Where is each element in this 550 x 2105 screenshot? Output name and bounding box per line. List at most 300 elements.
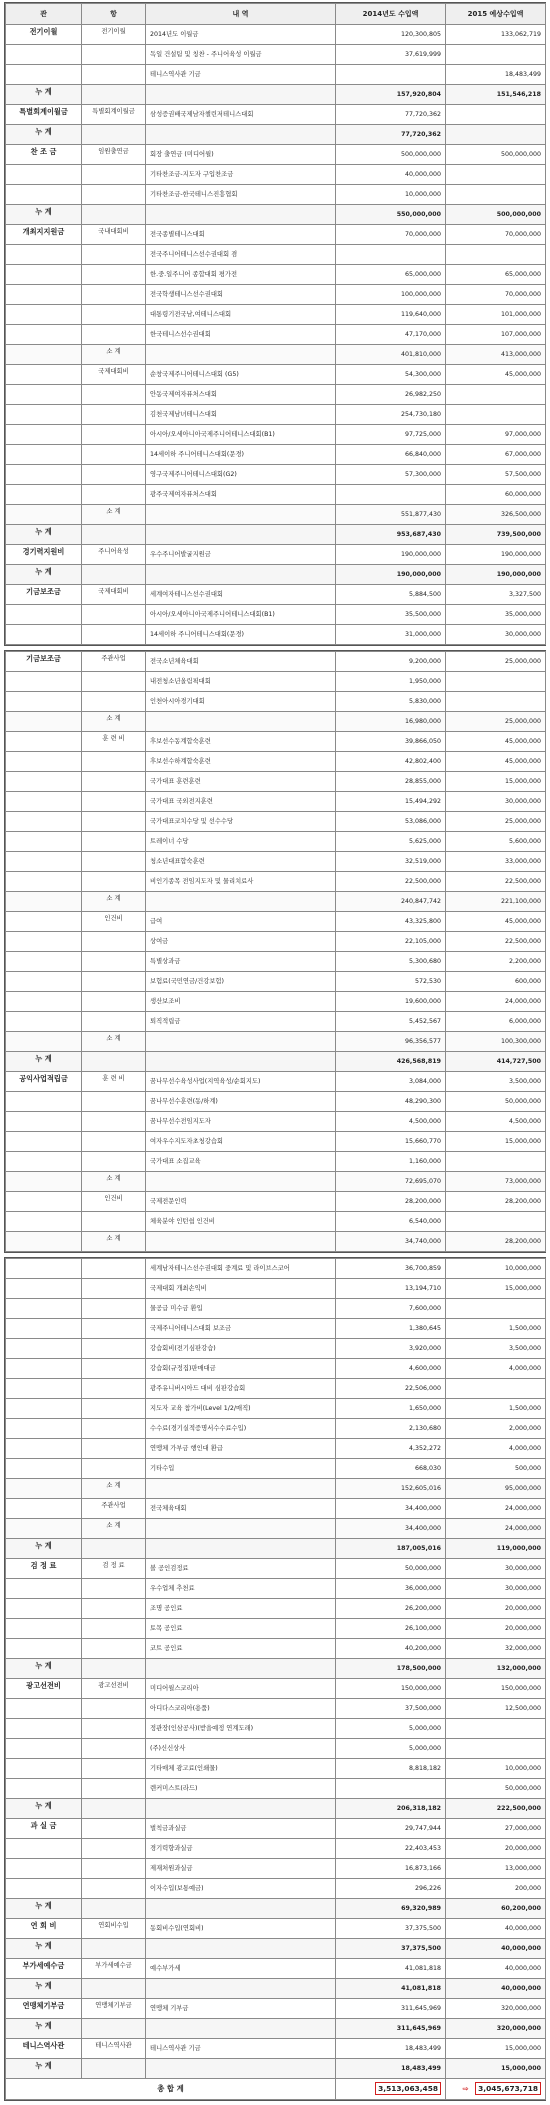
cell-hang — [82, 1379, 146, 1399]
cell-desc — [146, 1172, 336, 1192]
cell-2014: 97,725,000 — [336, 425, 446, 445]
cell-2014: 18,483,499 — [336, 2059, 446, 2079]
cell-desc — [146, 1539, 336, 1559]
cell-2014: 37,375,500 — [336, 1939, 446, 1959]
table-row — [6, 485, 546, 505]
cell-gwan — [6, 65, 82, 85]
cell-2015: 1,500,000 — [446, 1399, 546, 1419]
cell-2014: 426,568,819 — [336, 1052, 446, 1072]
cell-desc: 상여금 — [146, 932, 336, 952]
cell-2014: 26,982,250 — [336, 385, 446, 405]
cell-gwan: 누 계 — [6, 2019, 82, 2039]
total-row — [6, 2019, 546, 2039]
cell-gwan — [6, 1739, 82, 1759]
cell-desc — [146, 1519, 336, 1539]
cell-hang: 인건비 — [82, 1192, 146, 1212]
header-desc: 내 역 — [146, 4, 336, 25]
cell-2014: 35,500,000 — [336, 605, 446, 625]
cell-gwan — [6, 1032, 82, 1052]
cell-hang — [82, 1212, 146, 1232]
table-row — [6, 1499, 546, 1519]
cell-desc: 경기력향과실금 — [146, 1839, 336, 1859]
cell-desc: 독일 건설팀 및 칭찬 - 주니어육성 이월금 — [146, 45, 336, 65]
cell-desc: (주)신신상사 — [146, 1739, 336, 1759]
cell-gwan — [6, 972, 82, 992]
cell-2014: 5,625,000 — [336, 832, 446, 852]
total-row — [6, 1899, 546, 1919]
cell-desc: 동회비수입(연회비) — [146, 1919, 336, 1939]
cell-2015: 6,000,000 — [446, 1012, 546, 1032]
cell-hang: 소 계 — [82, 1479, 146, 1499]
cell-2014: 28,855,000 — [336, 772, 446, 792]
cell-2014: 190,000,000 — [336, 565, 446, 585]
cell-gwan — [6, 185, 82, 205]
cell-2014: 1,160,000 — [336, 1152, 446, 1172]
cell-2014: 401,810,000 — [336, 345, 446, 365]
cell-gwan — [6, 912, 82, 932]
cell-desc: 안동국제여자퓨처스대회 — [146, 385, 336, 405]
table-row — [6, 1299, 546, 1319]
cell-hang — [82, 45, 146, 65]
cell-hang — [82, 1939, 146, 1959]
cell-hang — [82, 1092, 146, 1112]
cell-2015: 1,500,000 — [446, 1319, 546, 1339]
cell-desc: 수수료(경기실적증명서수수료수입) — [146, 1419, 336, 1439]
cell-2014: 31,000,000 — [336, 625, 446, 645]
cell-desc: 한국테니스선수권대회 — [146, 325, 336, 345]
cell-2014 — [336, 245, 446, 265]
cell-2015: 133,062,719 — [446, 25, 546, 45]
cell-desc: 2014년도 이월금 — [146, 25, 336, 45]
cell-desc — [146, 505, 336, 525]
cell-2014: 70,000,000 — [336, 225, 446, 245]
cell-desc: 이자수입(보통예금) — [146, 1879, 336, 1899]
cell-desc: 대통령기전국남,여테니스대회 — [146, 305, 336, 325]
cell-gwan: 검 정 료 — [6, 1559, 82, 1579]
table-row — [6, 1879, 546, 1899]
cell-hang — [82, 1012, 146, 1032]
cell-gwan — [6, 305, 82, 325]
cell-2015: 200,000 — [446, 1879, 546, 1899]
cell-2014: 500,000,000 — [336, 145, 446, 165]
cell-desc: 예수부가세 — [146, 1959, 336, 1979]
cell-2015: 24,000,000 — [446, 1519, 546, 1539]
cell-hang — [82, 1639, 146, 1659]
cell-2015: 500,000,000 — [446, 205, 546, 225]
cell-gwan — [6, 1419, 82, 1439]
cell-desc: 국가대표 국외전지훈련 — [146, 792, 336, 812]
grand-total-2014 — [336, 2079, 446, 2100]
cell-gwan: 누 계 — [6, 125, 82, 145]
subtotal-row — [6, 1519, 546, 1539]
cell-desc: 벌칙금과실금 — [146, 1819, 336, 1839]
cell-hang — [82, 1259, 146, 1279]
cell-2014: 26,100,000 — [336, 1619, 446, 1639]
cell-2014: 4,500,000 — [336, 1112, 446, 1132]
cell-gwan — [6, 1132, 82, 1152]
cell-2014: 5,830,000 — [336, 692, 446, 712]
cell-gwan — [6, 325, 82, 345]
cell-desc: 생산보조비 — [146, 992, 336, 1012]
cell-2015: 414,727,500 — [446, 1052, 546, 1072]
cell-2014: 10,000,000 — [336, 185, 446, 205]
cell-desc: 아시아/오세아니아국제주니어테니스대회(B1) — [146, 605, 336, 625]
cell-hang — [82, 952, 146, 972]
cell-2015: 30,000,000 — [446, 792, 546, 812]
cell-2014: 1,950,000 — [336, 672, 446, 692]
cell-gwan — [6, 872, 82, 892]
cell-desc: 꿈나무선수전임지도자 — [146, 1112, 336, 1132]
table-body-1 — [6, 25, 546, 645]
table-row — [6, 1072, 546, 1092]
cell-desc: 특별상과금 — [146, 952, 336, 972]
table-header-row — [6, 4, 546, 25]
cell-2015: 222,500,000 — [446, 1799, 546, 1819]
cell-hang — [82, 692, 146, 712]
table-row — [6, 1619, 546, 1639]
cell-hang — [82, 832, 146, 852]
cell-gwan — [6, 625, 82, 645]
cell-hang: 검 정 료 — [82, 1559, 146, 1579]
cell-2015: 28,200,000 — [446, 1232, 546, 1252]
table-row — [6, 1779, 546, 1799]
cell-2015: 320,000,000 — [446, 1999, 546, 2019]
cell-gwan — [6, 385, 82, 405]
cell-hang: 훈 련 비 — [82, 732, 146, 752]
table-row — [6, 832, 546, 852]
cell-2015: 25,000,000 — [446, 652, 546, 672]
table-row — [6, 1152, 546, 1172]
cell-2014: 37,375,500 — [336, 1919, 446, 1939]
cell-2014: 5,000,000 — [336, 1719, 446, 1739]
cell-2014: 6,540,000 — [336, 1212, 446, 1232]
cell-hang — [82, 2059, 146, 2079]
table-row — [6, 1639, 546, 1659]
cell-2015: 25,000,000 — [446, 712, 546, 732]
cell-2015: 2,000,000 — [446, 1419, 546, 1439]
cell-gwan — [6, 425, 82, 445]
cell-2014: 953,687,430 — [336, 525, 446, 545]
cell-desc: 기타매체 광고료(인쇄물) — [146, 1759, 336, 1779]
cell-2014: 16,873,166 — [336, 1859, 446, 1879]
cell-desc: 트레이너 수당 — [146, 832, 336, 852]
budget-table-2 — [5, 651, 546, 1252]
cell-gwan: 기금보조금 — [6, 652, 82, 672]
cell-hang — [82, 325, 146, 345]
cell-desc: 테니스역사관 기금 — [146, 65, 336, 85]
table-row — [6, 1012, 546, 1032]
cell-2015: 13,000,000 — [446, 1859, 546, 1879]
cell-hang — [82, 852, 146, 872]
cell-gwan — [6, 1152, 82, 1172]
table-row — [6, 305, 546, 325]
subtotal-row — [6, 1232, 546, 1252]
cell-gwan — [6, 1579, 82, 1599]
table-row — [6, 165, 546, 185]
cell-2014: 22,105,000 — [336, 932, 446, 952]
cell-gwan — [6, 1279, 82, 1299]
cell-desc — [146, 1799, 336, 1819]
cell-desc: 국가대표 훈련훈련 — [146, 772, 336, 792]
cell-desc: 기타수입 — [146, 1459, 336, 1479]
cell-gwan: 연 회 비 — [6, 1919, 82, 1939]
cell-desc — [146, 1479, 336, 1499]
cell-2015 — [446, 385, 546, 405]
cell-hang — [82, 125, 146, 145]
cell-desc: 후보선수하계합숙훈련 — [146, 752, 336, 772]
cell-2015 — [446, 672, 546, 692]
table-row — [6, 1959, 546, 1979]
cell-2014: 57,300,000 — [336, 465, 446, 485]
cell-hang: 인건비 — [82, 912, 146, 932]
cell-2014: 5,884,500 — [336, 585, 446, 605]
cell-2014: 41,081,818 — [336, 1959, 446, 1979]
cell-2015: 28,200,000 — [446, 1192, 546, 1212]
cell-hang — [82, 1799, 146, 1819]
cell-gwan — [6, 45, 82, 65]
table-row — [6, 1559, 546, 1579]
cell-hang: 소 계 — [82, 892, 146, 912]
cell-hang: 소 계 — [82, 1032, 146, 1052]
table-row — [6, 1132, 546, 1152]
table-row — [6, 1419, 546, 1439]
table-row — [6, 285, 546, 305]
cell-desc: 보험료(국민연금/건강보험) — [146, 972, 336, 992]
cell-desc: 인천아시아경기대회 — [146, 692, 336, 712]
grand-total-2015 — [446, 2079, 546, 2100]
cell-desc: 제재처원과실금 — [146, 1859, 336, 1879]
cell-gwan — [6, 792, 82, 812]
cell-hang — [82, 972, 146, 992]
cell-hang — [82, 1299, 146, 1319]
cell-hang: 주관사업 — [82, 652, 146, 672]
cell-2015: 4,000,000 — [446, 1439, 546, 1459]
cell-desc: 전국주니어테니스선수권대회 겸 — [146, 245, 336, 265]
cell-desc: 세계남자테니스선수권대회 중계료 및 라이브스코어 — [146, 1259, 336, 1279]
cell-desc: 전국체육대회 — [146, 1499, 336, 1519]
table-row — [6, 2039, 546, 2059]
cell-hang — [82, 1539, 146, 1559]
cell-hang — [82, 872, 146, 892]
cell-hang — [82, 812, 146, 832]
cell-gwan — [6, 932, 82, 952]
cell-2015: 32,000,000 — [446, 1639, 546, 1659]
cell-gwan: 누 계 — [6, 85, 82, 105]
cell-2014: 1,380,645 — [336, 1319, 446, 1339]
table-row — [6, 1192, 546, 1212]
cell-2015: 65,000,000 — [446, 265, 546, 285]
cell-2015: 15,000,000 — [446, 2039, 546, 2059]
cell-desc — [146, 1052, 336, 1072]
cell-2015: 45,000,000 — [446, 752, 546, 772]
cell-desc: 정관장(인삼공사)(받을예정 연계도래) — [146, 1719, 336, 1739]
cell-desc: 우수주니어발굴지원금 — [146, 545, 336, 565]
cell-2015: 3,500,000 — [446, 1339, 546, 1359]
cell-desc: 조명 공인료 — [146, 1599, 336, 1619]
table-row — [6, 1379, 546, 1399]
cell-gwan — [6, 1499, 82, 1519]
cell-hang — [82, 485, 146, 505]
cell-desc: 기타찬조금-한국테니스진흥협회 — [146, 185, 336, 205]
total-row — [6, 205, 546, 225]
cell-2014: 572,530 — [336, 972, 446, 992]
cell-2014: 34,400,000 — [336, 1499, 446, 1519]
cell-hang: 임원출연금 — [82, 145, 146, 165]
cell-gwan — [6, 1319, 82, 1339]
cell-2015: 30,000,000 — [446, 1579, 546, 1599]
cell-gwan: 부가세예수금 — [6, 1959, 82, 1979]
cell-hang — [82, 265, 146, 285]
cell-hang — [82, 245, 146, 265]
cell-2015: 60,200,000 — [446, 1899, 546, 1919]
cell-gwan: 누 계 — [6, 2059, 82, 2079]
cell-2014: 178,500,000 — [336, 1659, 446, 1679]
cell-gwan — [6, 465, 82, 485]
cell-hang — [82, 1319, 146, 1339]
cell-gwan: 찬 조 금 — [6, 145, 82, 165]
cell-desc: 코트 공인료 — [146, 1639, 336, 1659]
cell-2015 — [446, 105, 546, 125]
cell-hang: 소 계 — [82, 1519, 146, 1539]
cell-desc: 국가대표코치수당 및 선수수당 — [146, 812, 336, 832]
cell-2015: 500,000 — [446, 1459, 546, 1479]
cell-desc — [146, 1979, 336, 1999]
cell-desc: 14세이하 주니어테니스대회(문경) — [146, 445, 336, 465]
table-row — [6, 1359, 546, 1379]
cell-gwan: 누 계 — [6, 525, 82, 545]
table-row — [6, 772, 546, 792]
table-row — [6, 245, 546, 265]
table-row — [6, 365, 546, 385]
cell-hang — [82, 1359, 146, 1379]
cell-gwan — [6, 672, 82, 692]
cell-2014: 39,866,050 — [336, 732, 446, 752]
cell-desc: 강습회(규정집)판매대금 — [146, 1359, 336, 1379]
cell-2014: 40,200,000 — [336, 1639, 446, 1659]
cell-2014: 551,877,430 — [336, 505, 446, 525]
cell-2015: 3,500,000 — [446, 1072, 546, 1092]
cell-2014: 3,084,000 — [336, 1072, 446, 1092]
total-row — [6, 565, 546, 585]
table-row — [6, 1739, 546, 1759]
table-row — [6, 425, 546, 445]
cell-2014: 34,740,000 — [336, 1232, 446, 1252]
cell-2015: 50,000,000 — [446, 1779, 546, 1799]
cell-hang: 주니어육성 — [82, 545, 146, 565]
cell-2015: 100,300,000 — [446, 1032, 546, 1052]
cell-2015: 22,500,000 — [446, 872, 546, 892]
cell-gwan — [6, 1379, 82, 1399]
table-row — [6, 992, 546, 1012]
cell-desc — [146, 1899, 336, 1919]
cell-2015: 50,000,000 — [446, 1092, 546, 1112]
cell-2015: 27,000,000 — [446, 1819, 546, 1839]
cell-desc: 영구국제주니어테니스대회(G2) — [146, 465, 336, 485]
cell-2015 — [446, 1739, 546, 1759]
cell-gwan: 광고선전비 — [6, 1679, 82, 1699]
cell-desc — [146, 525, 336, 545]
table-row — [6, 1579, 546, 1599]
cell-hang — [82, 1132, 146, 1152]
cell-2015: 57,500,000 — [446, 465, 546, 485]
cell-hang: 전기이월 — [82, 25, 146, 45]
subtotal-row — [6, 1172, 546, 1192]
cell-gwan — [6, 485, 82, 505]
cell-hang — [82, 165, 146, 185]
cell-desc: 렌커미스트(라드) — [146, 1779, 336, 1799]
table-row — [6, 145, 546, 165]
cell-hang: 국제대회비 — [82, 585, 146, 605]
cell-2014 — [336, 1779, 446, 1799]
cell-hang — [82, 1899, 146, 1919]
cell-hang: 테니스역사관 — [82, 2039, 146, 2059]
cell-hang — [82, 305, 146, 325]
cell-hang — [82, 445, 146, 465]
table-row — [6, 1999, 546, 2019]
cell-2014: 42,802,400 — [336, 752, 446, 772]
cell-2015: 15,000,000 — [446, 1132, 546, 1152]
cell-2014: 5,000,000 — [336, 1739, 446, 1759]
cell-2014: 43,325,800 — [336, 912, 446, 932]
cell-2014: 29,747,944 — [336, 1819, 446, 1839]
cell-2015 — [446, 165, 546, 185]
cell-2015 — [446, 405, 546, 425]
cell-2014: 190,000,000 — [336, 545, 446, 565]
cell-gwan — [6, 1259, 82, 1279]
cell-hang — [82, 1459, 146, 1479]
cell-gwan: 누 계 — [6, 565, 82, 585]
cell-hang: 연회비수입 — [82, 1919, 146, 1939]
cell-2014: 65,000,000 — [336, 265, 446, 285]
cell-desc — [146, 2019, 336, 2039]
cell-gwan — [6, 1232, 82, 1252]
cell-gwan — [6, 1699, 82, 1719]
cell-gwan — [6, 1192, 82, 1212]
table-row — [6, 1919, 546, 1939]
cell-2015: 2,200,000 — [446, 952, 546, 972]
cell-gwan: 테니스역사관 — [6, 2039, 82, 2059]
cell-desc: 내전청소년올림픽대회 — [146, 672, 336, 692]
table-row — [6, 45, 546, 65]
cell-hang — [82, 525, 146, 545]
cell-2015 — [446, 185, 546, 205]
cell-gwan: 기금보조금 — [6, 585, 82, 605]
cell-desc: 꿈나무선수육성사업(지역육성/순회지도) — [146, 1072, 336, 1092]
cell-hang: 부가세예수금 — [82, 1959, 146, 1979]
cell-2014: 157,920,804 — [336, 85, 446, 105]
subtotal-row — [6, 505, 546, 525]
total-row — [6, 1052, 546, 1072]
table-row — [6, 732, 546, 752]
cell-gwan: 전기이월 — [6, 25, 82, 45]
cell-desc: 볼 공인검정료 — [146, 1559, 336, 1579]
cell-gwan — [6, 772, 82, 792]
cell-2015: 45,000,000 — [446, 732, 546, 752]
cell-2015: 10,000,000 — [446, 1759, 546, 1779]
cell-hang: 국내대회비 — [82, 225, 146, 245]
table-row — [6, 25, 546, 45]
subtotal-row — [6, 1032, 546, 1052]
cell-hang — [82, 1839, 146, 1859]
subtotal-row — [6, 1479, 546, 1499]
cell-gwan: 누 계 — [6, 1939, 82, 1959]
cell-2014: 1,650,000 — [336, 1399, 446, 1419]
cell-2015: 60,000,000 — [446, 485, 546, 505]
grand-total-label: 총 합 계 — [6, 2079, 336, 2100]
cell-desc — [146, 345, 336, 365]
cell-desc: 14세이하 주니어테니스대회(문경) — [146, 625, 336, 645]
grand-total-2014-value: 3,513,063,458 — [375, 2082, 441, 2095]
